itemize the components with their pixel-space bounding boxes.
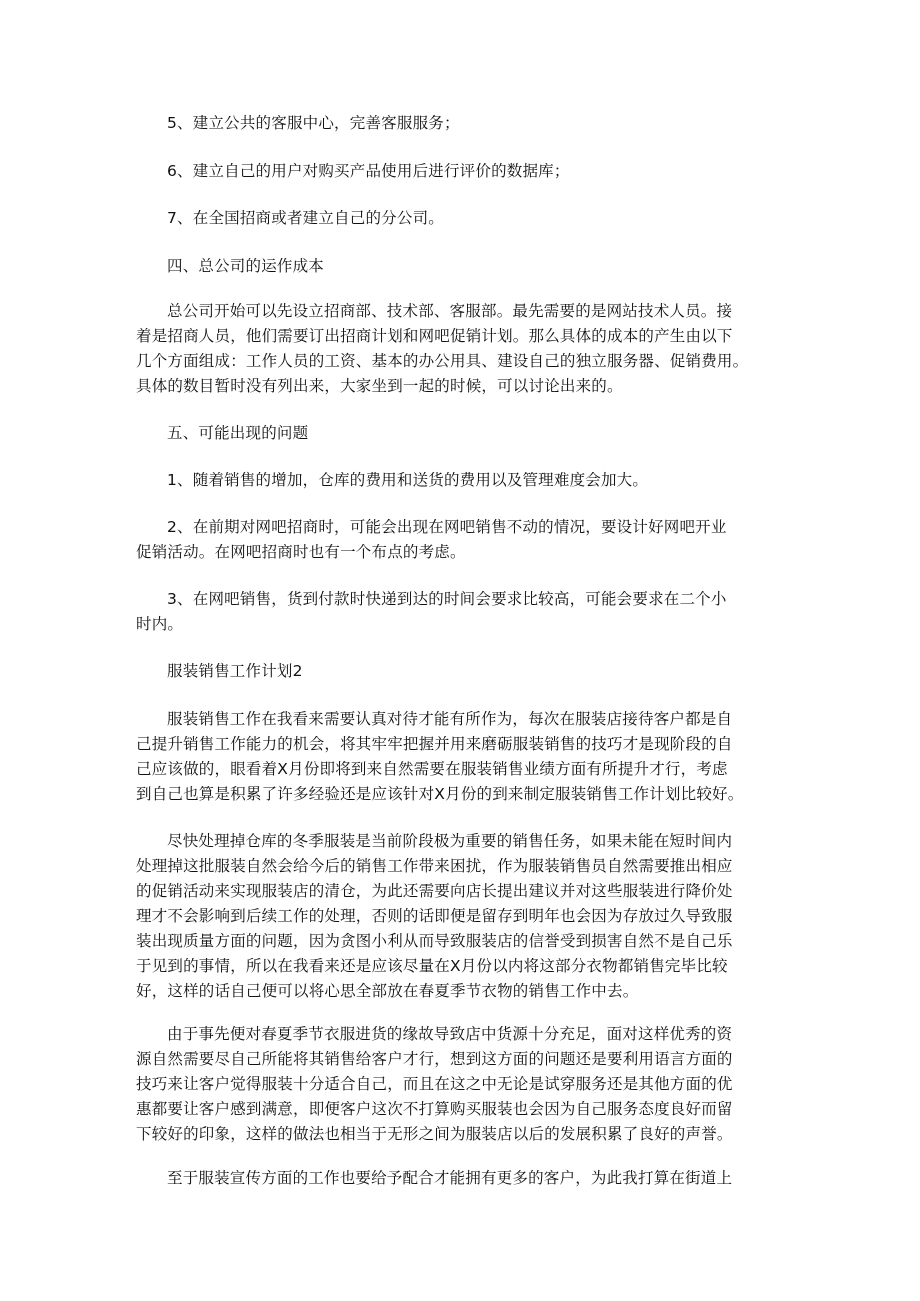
paragraph-item-7 (136, 206, 786, 231)
text-line: 1、随着销售的增加，仓库的费用和送货的费用以及管理难度会加大。 (167, 471, 649, 489)
paragraph-item-6 (136, 159, 786, 184)
text-line: 7、在全国招商或者建立自己的分公司。 (167, 209, 444, 227)
text-line: 具体的数目暂时没有列出来，大家坐到一起的时候，可以讨论出来的。 (136, 377, 623, 395)
paragraph-winter-clearance (136, 829, 786, 1004)
text-line: 装出现质量方面的问题，因为贪图小利从而导致服装店的信誉受到损害自然不是自己乐 (136, 932, 733, 950)
text-line: 2、在前期对网吧招商时，可能会出现在网吧销售不动的情况，要设计好网吧开业 (167, 518, 727, 536)
text-line: 着是招商人员，他们需要订出招商计划和网吧促销计划。那么具体的成本的产生由以下 (136, 327, 733, 345)
text-line: 技巧来让客户觉得服装十分适合自己，而且在这之中无论是试穿服务还是其他方面的优 (136, 1075, 733, 1093)
text-line: 由于事先便对春夏季节衣服进货的缘故导致店中货源十分充足，面对这样优秀的资 (167, 1025, 733, 1043)
text-line: 6、建立自己的用户对购买产品使用后进行评价的数据库； (167, 162, 570, 180)
paragraph-problem-1 (136, 468, 786, 493)
paragraph-problem-2 (136, 515, 786, 565)
text-line: 己提升销售工作能力的机会，将其牢牢把握并用来磨砺服装销售的技巧才是现阶段的自 (136, 735, 733, 753)
text-line: 至于服装宣传方面的工作也要给予配合才能拥有更多的客户，为此我打算在街道上 (167, 1169, 733, 1187)
paragraph-spring-stock (136, 1022, 786, 1147)
text-line: 己应该做的，眼看着X月份即将到来自然需要在服装销售业绩方面有所提升才行，考虑 (136, 760, 728, 778)
text-line: 好，这样的话自己便可以将心思全部放在春夏季节衣物的销售工作中去。 (136, 982, 639, 1000)
paragraph-promotion (136, 1166, 786, 1191)
text-line: 时内。 (136, 615, 184, 633)
paragraph-plan-intro (136, 707, 786, 807)
text-line: 到自己也算是积累了许多经验还是应该针对X月份的到来制定服装销售工作计划比较好。 (136, 785, 744, 803)
text-line: 源自然需要尽自己所能将其销售给客户才行，想到这方面的问题还是要利用语言方面的 (136, 1050, 733, 1068)
text-line: 5、建立公共的客服中心，完善客服服务； (167, 114, 460, 132)
text-line: 3、在网吧销售，货到付款时快递到达的时间会要求比较高，可能会要求在二个小 (167, 590, 727, 608)
text-line: 几个方面组成：工作人员的工资、基本的办公用具、建设自己的独立服务器、促销费用。 (136, 352, 749, 370)
text-line: 惠都要让客户感到满意，即便客户这次不打算购买服装也会因为自己服务态度良好而留 (136, 1100, 733, 1118)
text-line: 处理掉这批服装自然会给今后的销售工作带来困扰，作为服装销售员自然需要推出相应 (136, 857, 733, 875)
paragraph-problem-3 (136, 587, 786, 637)
section-heading-5 (136, 421, 786, 446)
heading-text: 四、总公司的运作成本 (167, 257, 325, 275)
text-line: 尽快处理掉仓库的冬季服装是当前阶段极为重要的销售任务，如果未能在短时间内 (167, 832, 733, 850)
text-line: 理才不会影响到后续工作的处理，否则的话即便是留存到明年也会因为存放过久导致服 (136, 907, 733, 925)
section-title-plan-2 (136, 659, 786, 684)
heading-text: 服装销售工作计划2 (167, 662, 303, 680)
text-line: 促销活动。在网吧招商时也有一个布点的考虑。 (136, 543, 466, 561)
text-line: 服装销售工作在我看来需要认真对待才能有所作为，每次在服装店接待客户都是自 (167, 710, 733, 728)
heading-text: 五、可能出现的问题 (167, 424, 309, 442)
text-line: 下较好的印象，这样的做法也相当于无形之间为服装店以后的发展积累了良好的声誉。 (136, 1125, 733, 1143)
text-line: 于见到的事情，所以在我看来还是应该尽量在X月份以内将这部分衣物都销售完毕比较 (136, 957, 728, 975)
section-heading-4 (136, 254, 786, 279)
paragraph-item-5 (136, 111, 786, 136)
text-line: 的促销活动来实现服装店的清仓，为此还需要向店长提出建议并对这些服装进行降价处 (136, 882, 733, 900)
text-line: 总公司开始可以先设立招商部、技术部、客服部。最先需要的是网站技术人员。接 (167, 302, 733, 320)
paragraph-operating-cost (136, 299, 786, 399)
